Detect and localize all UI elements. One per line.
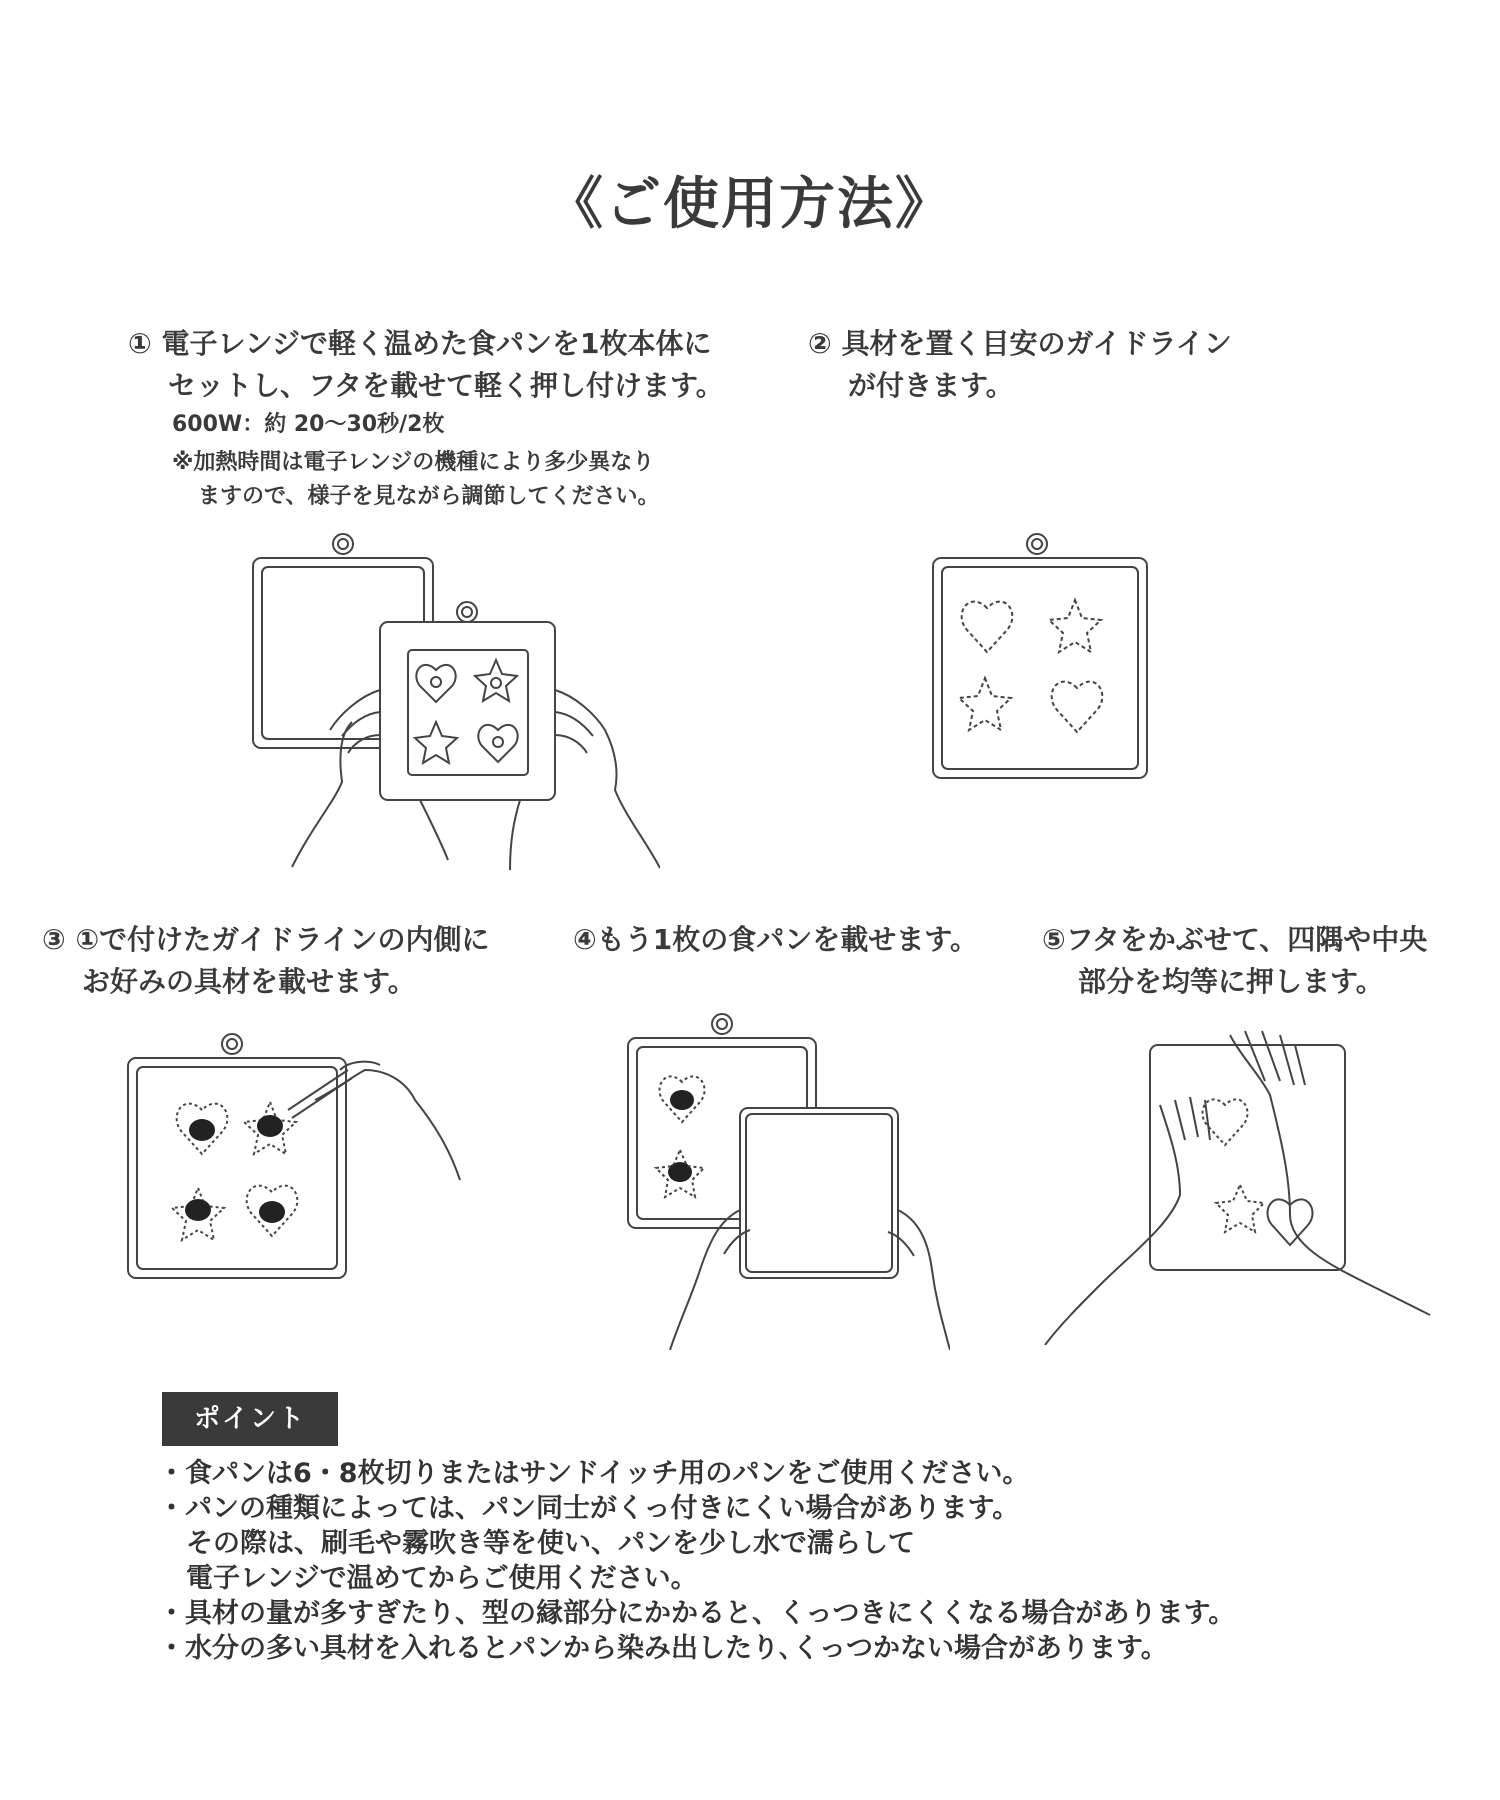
point-label: ポイント [162,1392,338,1446]
step-3-text [42,919,489,1003]
step-1-line2: セットし、フタを載せて軽く押し付けます。 [168,369,724,402]
step-3-illustration [120,1030,490,1290]
page-title: 《ご使用方法》 [547,172,953,237]
step-2-text [808,323,1232,407]
point-line-6: ・水分の多い具材を入れるとパンから染み出したり､くっつかない場合があります。 [158,1633,1168,1664]
caution-line2: ますので、様子を見ながら調節してください。 [198,484,660,509]
step-1-line1: ① 電子レンジで軽く温めた食パンを1枚本体に [128,327,712,360]
point-line-4: 電子レンジで温めてからご使用ください。 [186,1563,698,1594]
step-2-line2: が付きます。 [848,369,1014,402]
step-1-text [128,323,724,407]
point-line-5: ・具材の量が多すぎたり、型の縁部分にかかると、くっつきにくくなる場合があります。 [158,1598,1236,1629]
step-5-line1: ⑤フタをかぶせて、四隅や中央 [1042,923,1428,956]
step-2-line1: ② 具材を置く目安のガイドライン [808,327,1232,360]
step-5-line2: 部分を均等に押します。 [1078,965,1384,998]
step-2-illustration [925,530,1155,790]
step-5-text [1042,919,1427,1003]
caution-note [172,446,660,514]
step-1-illustration [240,530,660,870]
caution-line1: ※加熱時間は電子レンジの機種により多少異なり [172,450,655,475]
point-list [158,1456,1235,1666]
step-3-line1: ③ ①で付けたガイドラインの内側に [42,923,490,956]
heating-time-note: 600W：約 20〜30秒/2枚 [172,412,445,437]
step-4-text [573,919,978,961]
step-5-illustration [1040,1025,1460,1345]
point-line-3: その際は、刷毛や霧吹き等を使い、パンを少し水で濡らして [186,1528,915,1559]
step-3-line2: お好みの具材を載せます。 [82,965,416,998]
point-line-1: ・食パンは6・8枚切りまたはサンドイッチ用のパンをご使用ください。 [158,1458,1030,1489]
step-4-line1: ④もう1枚の食パンを載せます。 [573,923,978,956]
point-line-2: ・パンの種類によっては、パン同士がくっ付きにくい場合があります。 [158,1493,1020,1524]
step-4-illustration [620,1010,950,1350]
